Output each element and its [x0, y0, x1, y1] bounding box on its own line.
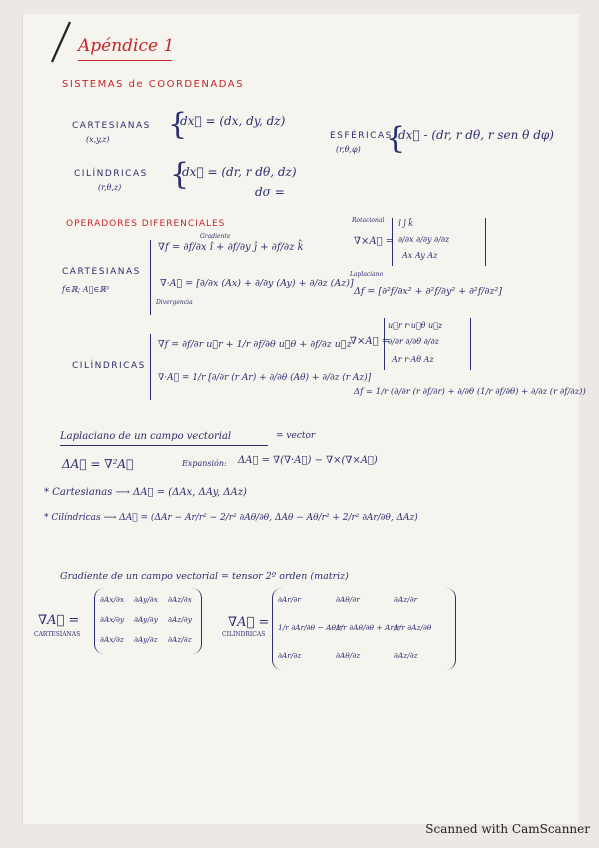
cart-rot-det-right	[485, 218, 486, 266]
title-underline	[78, 60, 172, 61]
expansion-eq: ΔA⃗ = ∇(∇·A⃗) − ∇×(∇×A⃗)	[238, 455, 378, 466]
cartesianas-brace: {	[168, 107, 188, 142]
grad-cil-cell-1-1: ∂Ar/∂r	[278, 595, 301, 604]
grad-cart-cell-2-2: ∂Ay/∂y	[134, 615, 158, 624]
grad-cart-cell-1-2: ∂Ay/∂x	[134, 595, 158, 604]
laplaciano-vectorial-note: = vector	[276, 431, 316, 441]
cil-laplaciano-eq: Δf = 1/r (∂/∂r (r ∂f/∂r) + ∂/∂θ (1/r ∂f/∂θ) + ∂/∂z (r ∂f/∂z))	[354, 387, 586, 397]
grad-cart-cell-3-2: ∂Ay/∂z	[134, 635, 158, 644]
expansion-label: Expansión:	[182, 459, 227, 468]
cil-gradiente-eq: ∇f = ∂f/∂r u⃗r + 1/r ∂f/∂θ u⃗θ + ∂f/∂z u⃗z	[158, 339, 352, 350]
esfericas-label: ESFÉRICAS	[330, 131, 393, 141]
margin-slash-mark	[52, 22, 70, 62]
cil-rot-row2: ∂/∂r ∂/∂θ ∂/∂z	[388, 337, 439, 346]
grad-cil-cell-3-3: ∂Az/∂z	[394, 651, 418, 660]
laplaciano-cart-line: * Cartesianas ⟶ ΔA⃗ = (ΔAx, ΔAy, ΔAz)	[44, 487, 247, 498]
cil-rot-row1: u⃗r r·u⃗θ u⃗z	[388, 321, 443, 330]
laplaciano-def-eq: ΔA⃗ = ∇²A⃗	[62, 457, 134, 471]
grad-cart-label: CARTESIANAS	[34, 631, 81, 638]
cil-rotacional-lhs: ∇×A⃗ =	[350, 336, 391, 347]
cil-rot-row3: Ar r·Aθ Az	[392, 355, 434, 364]
laplaciano-cil-line: * Cilíndricas ⟶ ΔA⃗ = (ΔAr − Ar/r² − 2/r² ∂Aθ/∂θ, ΔAθ − Aθ/r² + 2/r² ∂Ar/∂θ, ΔAz)	[44, 513, 418, 523]
grad-cart-cell-3-1: ∂Ax/∂z	[100, 635, 124, 644]
cil-operators-bar	[150, 334, 151, 400]
cart-gradiente-eq: ∇f = ∂f/∂x î + ∂f/∂y ĵ + ∂f/∂z k̂	[158, 242, 304, 253]
grad-cil-cell-2-2: 1/r ∂Aθ/∂θ + Ar/r	[336, 623, 401, 632]
grad-cil-cell-2-1: 1/r ∂Ar/∂θ − Aθ/r	[278, 623, 343, 632]
cilindricas-vars: (r,θ,z)	[98, 183, 122, 192]
operadores-cart-domain: f∈ℝ; A⃗∈ℝ³	[62, 285, 110, 294]
cart-rot-row3: Ax Ay Az	[402, 251, 438, 260]
cart-rot-row1: î ĵ k̂	[398, 219, 413, 228]
laplaciano-vectorial-heading: Laplaciano de un campo vectorial	[60, 431, 232, 442]
grad-cil-label: CILÍNDRICAS	[222, 631, 266, 638]
page-title: Apéndice 1	[78, 36, 175, 56]
cart-rot-row2: ∂/∂x ∂/∂y ∂/∂z	[398, 235, 450, 244]
gradiente-vectorial-heading: Gradiente de un campo vectorial = tensor 2º orden (matriz)	[60, 571, 349, 582]
grad-cil-cell-2-3: 1/r ∂Az/∂θ	[394, 623, 432, 632]
cartesianas-dx-eq: dx⃗ = (dx, dy, dz)	[180, 114, 286, 128]
cart-laplaciano-eq: Δf = [∂²f/∂x² + ∂²f/∂y² + ∂²f/∂z²]	[354, 286, 502, 297]
sistemas-heading: SISTEMAS de COORDENADAS	[62, 79, 244, 90]
grad-cil-lhs: ∇A⃗ =	[228, 615, 270, 630]
grad-cart-cell-2-1: ∂Ax/∂y	[100, 615, 125, 624]
dsigma-eq: dσ =	[255, 185, 285, 199]
grad-cil-cell-3-1: ∂Ar/∂z	[278, 651, 302, 660]
cart-divergencia-eq: ∇·A⃗ = [∂/∂x (Ax) + ∂/∂y (Ay) + ∂/∂z (Az)]	[160, 278, 354, 289]
grad-cart-cell-2-3: ∂Az/∂y	[168, 615, 192, 624]
grad-cart-cell-1-1: ∂Ax/∂x	[100, 595, 125, 604]
cilindricas-label: CILÍNDRICAS	[74, 169, 148, 179]
grad-cil-cell-1-2: ∂Aθ/∂r	[336, 595, 360, 604]
esfericas-brace: {	[386, 121, 406, 156]
cil-rot-det-left	[384, 318, 385, 370]
grad-cil-cell-1-3: ∂Az/∂r	[394, 595, 418, 604]
cartesianas-label: CARTESIANAS	[72, 121, 151, 131]
grad-cart-cell-3-3: ∂Az/∂z	[168, 635, 192, 644]
cart-rotacional-lhs: ∇×A⃗ =	[354, 236, 395, 247]
cart-operators-bar	[150, 240, 151, 315]
rotacional-note: Rotacional	[352, 217, 385, 224]
operadores-cart-label: CARTESIANAS	[62, 267, 141, 277]
cil-divergencia-eq: ∇·A⃗ = 1/r [∂/∂r (r Ar) + ∂/∂θ (Aθ) + ∂/∂z (r Az)]	[158, 373, 372, 383]
laplaciano-vectorial-underline	[60, 445, 268, 446]
cilindricas-dx-eq: dx⃗ = (dr, r dθ, dz)	[182, 165, 297, 179]
grad-cart-lhs: ∇A⃗ =	[38, 613, 80, 628]
scanner-watermark: Scanned with CamScanner	[425, 822, 590, 836]
operadores-heading: OPERADORES DIFERENCIALES	[66, 219, 226, 229]
esfericas-dx-eq: dx⃗ - (dr, r dθ, r sen θ dφ)	[398, 128, 554, 142]
esfericas-vars: (r,θ,φ)	[336, 145, 361, 154]
grad-cart-cell-1-3: ∂Az/∂x	[168, 595, 192, 604]
cilindricas-brace: {	[170, 157, 190, 192]
cil-rot-det-right	[470, 318, 471, 370]
grad-cil-cell-3-2: ∂Aθ/∂z	[336, 651, 361, 660]
operadores-cil-label: CILÍNDRICAS	[72, 361, 146, 371]
laplaciano-note: Laplaciano	[350, 271, 384, 278]
cart-rot-det-left	[392, 218, 393, 266]
divergencia-note: Divergencia	[156, 299, 193, 306]
cartesianas-vars: (x,y,z)	[86, 135, 110, 144]
gradiente-note: Gradiente	[200, 233, 231, 240]
